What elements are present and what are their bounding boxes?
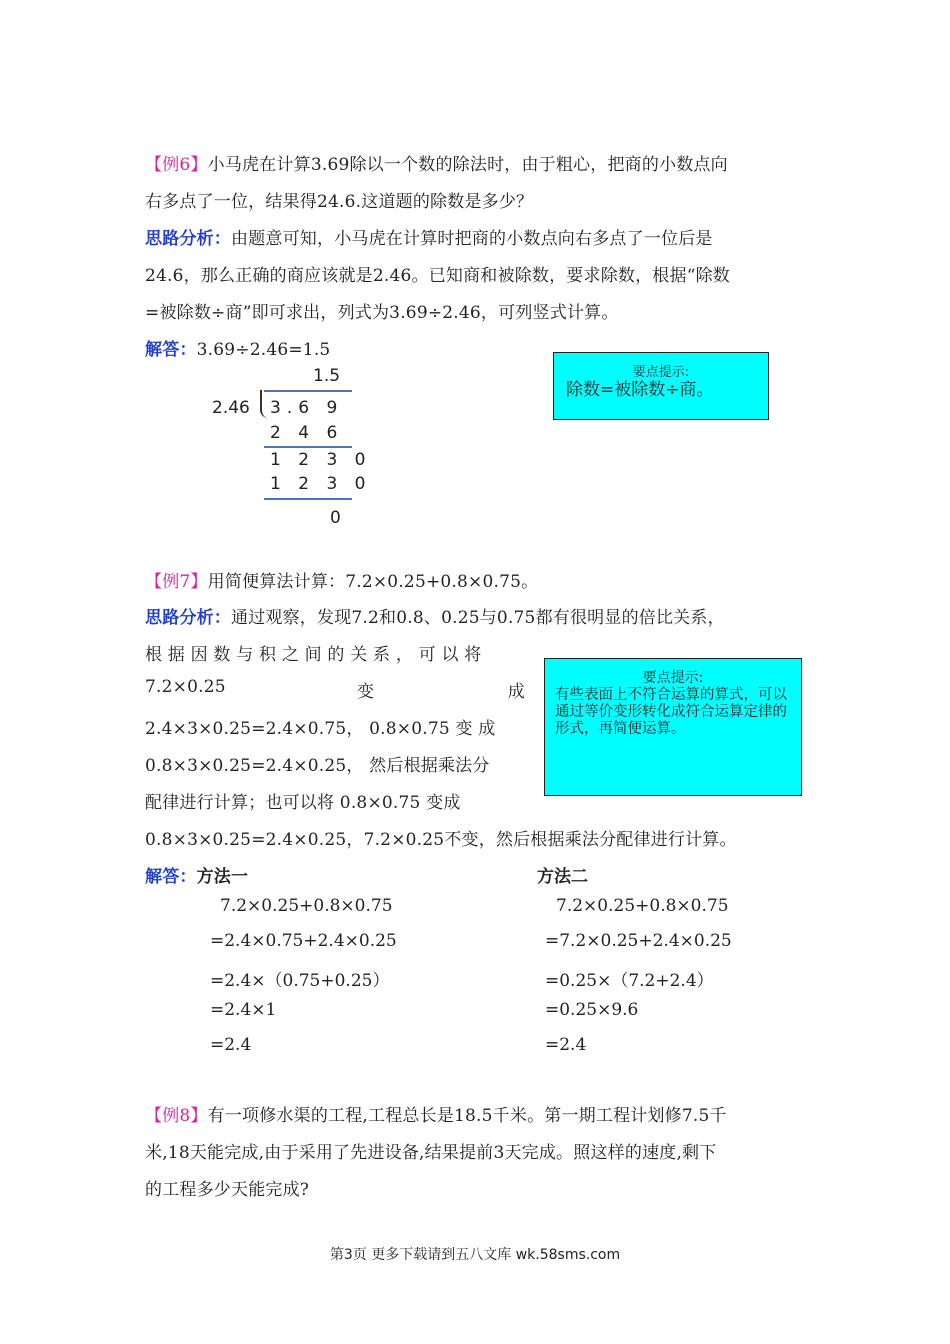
division-row3: 1 2 3 0 bbox=[270, 474, 372, 494]
ex6-a1: 由题意可知，小马虎在计算时把商的小数点向右多点了一位后是 bbox=[231, 229, 713, 249]
ex7-analysis-line3 bbox=[145, 677, 525, 702]
method2-step5: =2.4 bbox=[545, 1035, 587, 1055]
division-bracket bbox=[260, 390, 268, 418]
ex7-tag: 【例7】 bbox=[145, 572, 208, 592]
ex6-analysis-line3: =被除数÷商”即可求出，列式为3.69÷2.46，可列竖式计算。 bbox=[145, 303, 619, 323]
tip-box-ex7-title: 要点提示: bbox=[642, 670, 704, 686]
method2-step4: =0.25×9.6 bbox=[545, 1000, 639, 1020]
ex7-analysis-line6: 配律进行计算；也可以将 0.8×0.75 变成 bbox=[145, 793, 461, 813]
ex6-tag: 【例6】 bbox=[145, 155, 208, 175]
division-dividend: 3.6 9 bbox=[270, 398, 344, 418]
ex7-analysis-line7: 0.8×3×0.25=2.4×0.25，7.2×0.25不变，然后根据乘法分配律进行计算。 bbox=[145, 830, 737, 850]
division-row2: 1 2 3 0 bbox=[270, 450, 372, 470]
method1-step4: =2.4×1 bbox=[210, 1000, 277, 1020]
ex7-a3b: 变 bbox=[357, 682, 375, 702]
ex7-analysis-line5: 0.8×3×0.25=2.4×0.25， 然后根据乘法分 bbox=[145, 756, 490, 776]
ex8-question-line3: 的工程多少天能完成? bbox=[145, 1180, 310, 1200]
method2-step3: =0.25×（7.2+2.4） bbox=[545, 971, 714, 991]
ex6-analysis-label: 思路分析： bbox=[145, 229, 231, 249]
division-bar2 bbox=[264, 498, 352, 500]
ex6-question-line2: 右多点了一位，结果得24.6.这道题的除数是多少？ bbox=[145, 192, 534, 212]
tip-box-ex7-content: 有些表面上不符合运算的算式，可以通过等价变形转化成符合运算定律的形式，再简便运算。 bbox=[555, 687, 787, 737]
method1-step5: =2.4 bbox=[210, 1035, 252, 1055]
method1-step2: =2.4×0.75+2.4×0.25 bbox=[210, 931, 397, 951]
ex6-analysis-line1 bbox=[145, 224, 713, 249]
method2-label: 方法二 bbox=[537, 867, 588, 887]
tip-box-ex7 bbox=[544, 658, 802, 796]
ex7-a1: 通过观察，发现7.2和0.8、0.25与0.75都有很明显的倍比关系， bbox=[231, 608, 725, 628]
ex7-answer-label: 解答： bbox=[145, 867, 197, 887]
method1-step3: =2.4×（0.75+0.25） bbox=[210, 971, 390, 991]
page-footer: 第3页 更多下载请到五八文库 wk.58sms.com bbox=[329, 1247, 621, 1263]
ex8-question-line2: 米,18天能完成,由于采用了先进设备,结果提前3天完成。照这样的速度,剩下 bbox=[145, 1143, 717, 1163]
method2-step1: 7.2×0.25+0.8×0.75 bbox=[556, 896, 729, 916]
ex7-analysis-line2: 根 据 因 数 与 积 之 间 的 关 系 ， 可 以 将 bbox=[145, 645, 482, 665]
long-division bbox=[200, 360, 370, 540]
ex6-answer: 3.69÷2.46=1.5 bbox=[196, 340, 331, 360]
ex7-answer-line bbox=[145, 862, 248, 887]
ex6-analysis-line2: 24.6，那么正确的商应该就是2.46。已知商和被除数，要求除数，根据“除数 bbox=[145, 266, 730, 286]
division-top-bar bbox=[264, 390, 352, 392]
ex6-question-line1 bbox=[145, 150, 728, 175]
division-quotient: 1.5 bbox=[313, 366, 341, 386]
tip-box-ex6-content: 除数=被除数÷商。 bbox=[566, 380, 714, 400]
method2-step2: =7.2×0.25+2.4×0.25 bbox=[545, 931, 732, 951]
tip-box-ex6 bbox=[553, 352, 769, 420]
ex7-analysis-line1 bbox=[145, 603, 725, 628]
ex7-question-line bbox=[145, 567, 538, 592]
method1-label: 方法一 bbox=[196, 867, 249, 887]
division-divisor: 2.46 bbox=[212, 398, 250, 418]
ex7-analysis-label: 思路分析： bbox=[145, 608, 231, 628]
tip-box-ex6-title: 要点提示: bbox=[632, 365, 690, 380]
ex7-q: 用简便算法计算：7.2×0.25+0.8×0.75。 bbox=[207, 572, 539, 592]
ex6-q1: 小马虎在计算3.69除以一个数的除法时，由于粗心，把商的小数点向 bbox=[207, 155, 728, 175]
ex7-analysis-line4: 2.4×3×0.25=2.4×0.75， 0.8×0.75 变 成 bbox=[145, 719, 496, 739]
ex8-tag: 【例8】 bbox=[145, 1106, 208, 1126]
ex6-answer-label: 解答： bbox=[145, 340, 197, 360]
ex8-question-line1 bbox=[145, 1101, 727, 1126]
ex6-answer-line bbox=[145, 335, 330, 360]
division-bar1 bbox=[264, 446, 352, 448]
division-remainder: 0 bbox=[330, 508, 347, 528]
ex7-a3c: 成 bbox=[507, 682, 525, 702]
division-row1: 2 4 6 bbox=[270, 423, 344, 443]
method1-step1: 7.2×0.25+0.8×0.75 bbox=[220, 896, 393, 916]
ex7-a3a: 7.2×0.25 bbox=[145, 677, 226, 697]
ex8-q1: 有一项修水渠的工程,工程总长是18.5千米。第一期工程计划修7.5千 bbox=[207, 1106, 727, 1126]
